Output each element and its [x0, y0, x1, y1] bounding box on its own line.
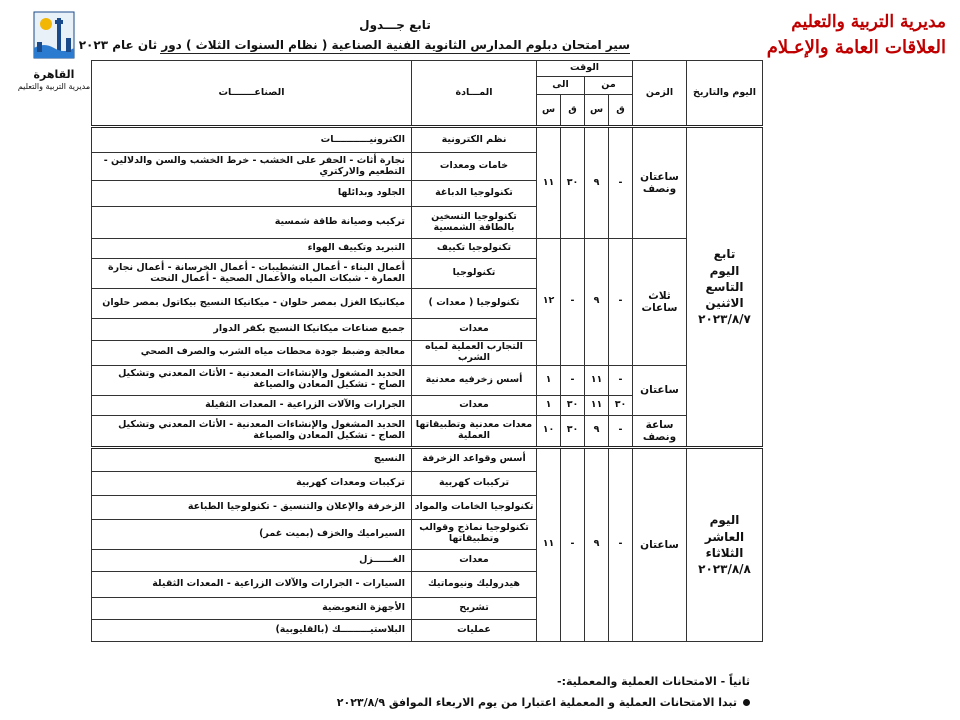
industry-cell: تركيب وصيانة طاقة شمسية	[92, 207, 412, 239]
duration-cell: ساعتان ونصف	[633, 127, 687, 239]
header-from-hours: س	[585, 95, 609, 127]
schedule-title: سير امتحان دبلوم المدارس الثانوية الفنية الصناعية ( نظام السنوات الثلاث ) دور ثان عام ٢٠٢٣	[78, 38, 630, 52]
from-minutes: -	[609, 447, 633, 641]
day-label: الثلاثاء	[705, 545, 744, 560]
header-time: الوقت	[537, 61, 633, 77]
from-minutes: -	[609, 365, 633, 395]
from-minutes: -	[609, 239, 633, 366]
table-row	[92, 365, 763, 395]
to-minutes: ٣٠	[561, 415, 585, 447]
industry-cell: التبريد وتكييف الهواء	[92, 239, 412, 259]
from-hours: ١١	[585, 365, 609, 395]
subject-cell: تكنولوجيا تكييف	[412, 239, 537, 259]
subject-cell: معدات	[412, 319, 537, 341]
from-hours: ٩	[585, 127, 609, 239]
exam-schedule-table	[91, 60, 763, 642]
notes-heading: ثانياً - الامتحانات العملية والمعملية:-	[557, 675, 750, 688]
subject-cell: تكنولوجيا	[412, 259, 537, 289]
department-line1: مديرية التربية والتعليم	[791, 12, 946, 32]
notes-bullet-item	[337, 693, 750, 714]
industry-cell: الحديد المشغول والإنشاءات المعدنية - الأثاث المعدني وتشكيل الصاج - تشكيل المعادن والصياغة	[92, 365, 412, 395]
to-hours: ١٢	[537, 239, 561, 366]
department-header	[767, 10, 946, 61]
industry-cell: السيارات - الجرارات والآلات الزراعية - المعدات الثقيلة	[92, 571, 412, 597]
industry-cell: الحديد المشغول والإنشاءات المعدنية - الأثاث المعدني وتشكيل الصاج - تشكيل المعادن والصياغة	[92, 415, 412, 447]
table-row	[92, 447, 763, 471]
day-label: اليوم	[709, 513, 740, 528]
header-industries: الصناعـــــــات	[92, 61, 412, 127]
subject-cell: تكنولوجيا ( معدات )	[412, 289, 537, 319]
industry-cell: أعمال البناء - أعمال التشطيبات - أعمال الخرسانة - أعمال نجارة العمارة - شبكات المياه والأعمال الصحية - أعمال النحت	[92, 259, 412, 289]
to-minutes: ٣٠	[561, 127, 585, 239]
to-hours: ١١	[537, 127, 561, 239]
from-hours: ١١	[585, 395, 609, 415]
from-minutes: -	[609, 127, 633, 239]
subject-cell: التجارب العملية لمياه الشرب	[412, 341, 537, 366]
notes-bullet-text: تبدا الامتحانات العملية و المعملية اعتبارا من يوم الاربعاء الموافق ٢٠٢٣/٨/٩	[336, 695, 737, 709]
notes-section	[337, 672, 750, 714]
duration-cell: ساعتان	[633, 447, 687, 641]
duration-cell: ساعتان	[633, 365, 687, 415]
to-hours: ١١	[537, 447, 561, 641]
day-label: تابع	[713, 247, 736, 262]
subject-cell: معدات معدنية وتطبيقاتها العملية	[412, 415, 537, 447]
subject-cell: تشريح	[412, 597, 537, 619]
day-label: العاشر	[704, 529, 745, 544]
header-duration: الزمن	[633, 61, 687, 127]
header-from: من	[585, 77, 633, 95]
to-hours: ١	[537, 365, 561, 395]
from-hours: ٩	[585, 239, 609, 366]
logo-city-name: القاهرة	[33, 68, 75, 81]
subject-cell: تكنولوجيا الخامات والمواد	[412, 495, 537, 519]
industry-cell: السيراميك والخزف (بميت غمر)	[92, 519, 412, 549]
subject-cell: هيدروليك ونيوماتيك	[412, 571, 537, 597]
day-label: الاثنين	[705, 296, 744, 311]
industry-cell: الأجهزة التعويضية	[92, 597, 412, 619]
industry-cell: جميع صناعات ميكانيكا النسيج بكفر الدوار	[92, 319, 412, 341]
subject-cell: عمليات	[412, 619, 537, 641]
to-minutes: -	[561, 365, 585, 395]
subject-cell: تكنولوجيا نماذج وقوالب وتطبيقاتها	[412, 519, 537, 549]
to-minutes: -	[561, 239, 585, 366]
day-date: ٢٠٢٣/٨/٧	[698, 312, 751, 327]
subject-cell: تكنولوجيا التسخين بالطاقة الشمسية	[412, 207, 537, 239]
department-line2: العلاقات العامة والإعـلام	[766, 36, 946, 58]
day-label: اليوم	[709, 263, 740, 278]
day-label: التاسع	[705, 279, 744, 294]
table-row	[92, 127, 763, 153]
header-to-minutes: ق	[561, 95, 585, 127]
subject-cell: نظم الكترونية	[412, 127, 537, 153]
industry-cell: الجرارات والآلات الزراعية - المعدات الثقيلة	[92, 395, 412, 415]
table-row	[92, 415, 763, 447]
to-hours: ١٠	[537, 415, 561, 447]
day-date: ٢٠٢٣/٨/٨	[698, 562, 751, 577]
day-cell-tuesday	[687, 447, 763, 641]
from-minutes: ٣٠	[609, 395, 633, 415]
industry-cell: ميكانيكا الغزل بمصر حلوان - ميكانيكا النسيج بيكاتول بمصر حلوان	[92, 289, 412, 319]
subject-cell: تكنولوجيا الدباغة	[412, 181, 537, 207]
subject-cell: أسس وقواعد الزخرفة	[412, 447, 537, 471]
subject-cell: معدات	[412, 549, 537, 571]
header-row	[92, 61, 763, 77]
industry-cell: النسيج	[92, 447, 412, 471]
subject-cell: خامات ومعدات	[412, 153, 537, 181]
duration-cell: ثلاث ساعات	[633, 239, 687, 366]
subject-cell: معدات	[412, 395, 537, 415]
cairo-tower-emblem-icon	[31, 8, 77, 62]
to-minutes: -	[561, 447, 585, 641]
header-subject: المـــادة	[412, 61, 537, 127]
table-row	[92, 239, 763, 259]
logo-directorate: مديرية التربية والتعليم	[17, 82, 91, 91]
subject-cell: أسس زخرفيه معدنية	[412, 365, 537, 395]
industry-cell: تركيبات ومعدات كهربية	[92, 471, 412, 495]
industry-cell: البلاستيـــــــــك (بالقليوبية)	[92, 619, 412, 641]
to-hours: ١	[537, 395, 561, 415]
header-to-hours: س	[537, 95, 561, 127]
from-hours: ٩	[585, 447, 609, 641]
subject-cell: تركيبات كهربية	[412, 471, 537, 495]
header-from-minutes: ق	[609, 95, 633, 127]
industry-cell: معالجة وضبط جودة محطات مياه الشرب والصرف الصحي	[92, 341, 412, 366]
industry-cell: الزخرفة والإعلان والتنسيق - تكنولوجيا الطباعة	[92, 495, 412, 519]
logo	[14, 8, 94, 100]
day-cell-monday	[687, 127, 763, 448]
from-minutes: -	[609, 415, 633, 447]
from-hours: ٩	[585, 415, 609, 447]
header-to: الى	[537, 77, 585, 95]
industry-cell: نجارة أثاث - الحفر على الخشب - خرط الخشب والسن والدلالين - التطعيم والاركتري	[92, 153, 412, 181]
industry-cell: الكترونيـــــــــــات	[92, 127, 412, 153]
to-minutes: ٣٠	[561, 395, 585, 415]
header-day-date: اليوم والتاريخ	[687, 61, 763, 127]
industry-cell: الغــــــزل	[92, 549, 412, 571]
bullet-icon	[743, 699, 750, 706]
industry-cell: الجلود وبدائلها	[92, 181, 412, 207]
duration-cell: ساعة ونصف	[633, 415, 687, 447]
schedule-subtitle: تابع جـــدول	[359, 18, 431, 32]
